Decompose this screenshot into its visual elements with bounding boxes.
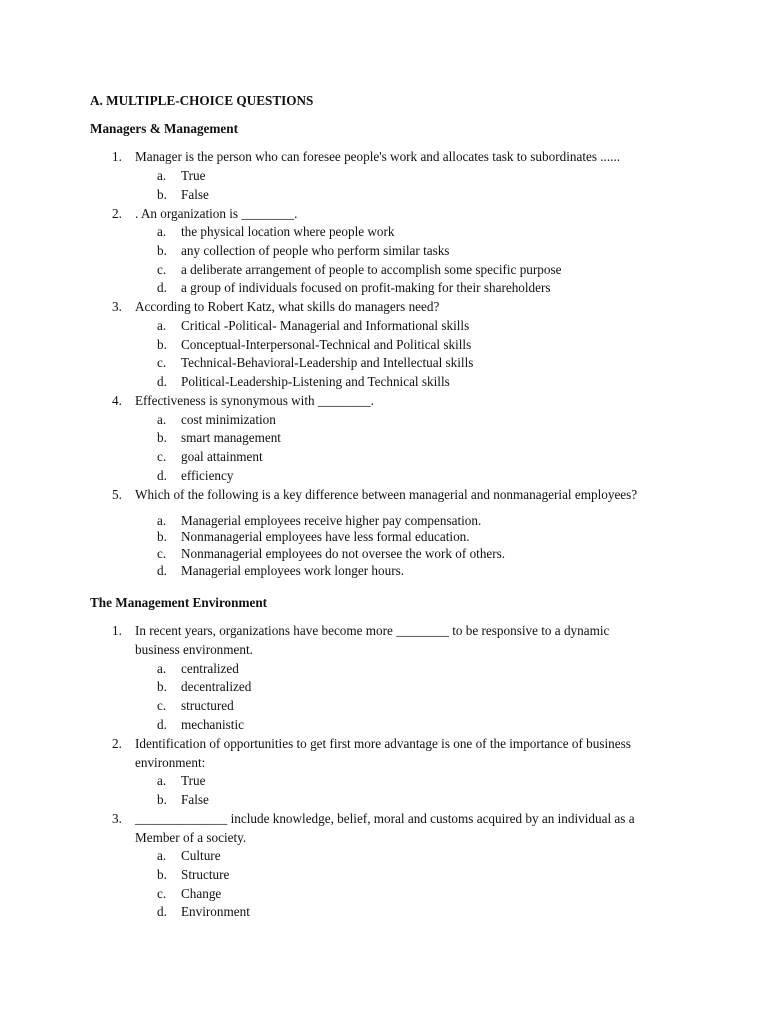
question-text: ______________ include knowledge, belief, moral and customs acquired by an individual as a: [135, 811, 635, 826]
option-text: Technical-Behavioral-Leadership and Intellectual skills: [181, 355, 474, 370]
option-text: the physical location where people work: [181, 224, 395, 239]
option-letter: d.: [157, 563, 167, 578]
option-letter: a.: [157, 661, 167, 676]
option-letter: a.: [157, 412, 167, 427]
option-letter: b.: [157, 867, 167, 882]
option-letter: b.: [157, 337, 167, 352]
option-letter: c.: [157, 546, 167, 561]
option-text: Conceptual-Interpersonal-Technical and Political skills: [181, 337, 472, 352]
question-text: . An organization is ________.: [135, 206, 298, 221]
question-number: 3.: [112, 811, 122, 826]
option-letter: a.: [157, 773, 167, 788]
option-text: Critical -Political- Managerial and Informational skills: [181, 318, 470, 333]
question-text-continued: environment:: [135, 755, 206, 770]
option-letter: b.: [157, 529, 167, 544]
option-letter: b.: [157, 792, 167, 807]
question-text: According to Robert Katz, what skills do managers need?: [135, 299, 440, 314]
option-text: smart management: [181, 430, 281, 445]
option-text: True: [181, 168, 206, 183]
option-letter: d.: [157, 374, 167, 389]
option-letter: a.: [157, 513, 167, 528]
question-text-continued: business environment.: [135, 642, 253, 657]
option-text: Structure: [181, 867, 230, 882]
question-text: Which of the following is a key difference between managerial and nonmanagerial employees?: [135, 487, 638, 502]
option-letter: c.: [157, 698, 167, 713]
option-letter: a.: [157, 168, 167, 183]
option-text: False: [181, 187, 209, 202]
option-text: centralized: [181, 661, 239, 676]
option-letter: b.: [157, 187, 167, 202]
question-number: 3.: [112, 299, 122, 314]
option-letter: c.: [157, 886, 167, 901]
option-letter: b.: [157, 243, 167, 258]
option-text: decentralized: [181, 679, 252, 694]
option-letter: a.: [157, 318, 167, 333]
option-text: a deliberate arrangement of people to accomplish some specific purpose: [181, 262, 562, 277]
option-text: structured: [181, 698, 234, 713]
option-text: Environment: [181, 904, 250, 919]
option-text: Change: [181, 886, 222, 901]
option-letter: d.: [157, 280, 167, 295]
option-text: False: [181, 792, 209, 807]
question-number: 4.: [112, 393, 122, 408]
option-text: cost minimization: [181, 412, 276, 427]
question-text: Identification of opportunities to get first more advantage is one of the importance of business: [135, 736, 631, 751]
subsection-title-environment: The Management Environment: [90, 595, 268, 610]
option-text: Managerial employees work longer hours.: [181, 563, 405, 578]
option-letter: b.: [157, 679, 167, 694]
question-number: 5.: [112, 487, 122, 502]
subsection-title-managers: Managers & Management: [90, 121, 238, 136]
option-text: mechanistic: [181, 717, 244, 732]
question-text-continued: Member of a society.: [135, 830, 247, 845]
option-letter: a.: [157, 224, 167, 239]
option-text: True: [181, 773, 206, 788]
option-letter: a.: [157, 848, 167, 863]
option-letter: c.: [157, 449, 167, 464]
option-text: any collection of people who perform similar tasks: [181, 243, 450, 258]
option-text: Nonmanagerial employees have less formal education.: [181, 529, 470, 544]
option-text: Political-Leadership-Listening and Technical skills: [181, 374, 450, 389]
option-text: Culture: [181, 848, 221, 863]
option-letter: d.: [157, 717, 167, 732]
option-text: goal attainment: [181, 449, 263, 464]
question-number: 1.: [112, 149, 122, 164]
question-text: Effectiveness is synonymous with ________.: [135, 393, 374, 408]
option-text: a group of individuals focused on profit-making for their shareholders: [181, 280, 551, 295]
option-letter: d.: [157, 904, 167, 919]
question-number: 1.: [112, 623, 122, 638]
option-letter: d.: [157, 468, 167, 483]
option-letter: b.: [157, 430, 167, 445]
section-title: A. MULTIPLE-CHOICE QUESTIONS: [90, 93, 314, 108]
question-text: In recent years, organizations have become more ________ to be responsive to a dynamic: [135, 623, 610, 638]
option-text: efficiency: [181, 468, 234, 483]
question-number: 2.: [112, 736, 122, 751]
option-letter: c.: [157, 355, 167, 370]
option-text: Managerial employees receive higher pay compensation.: [181, 513, 482, 528]
option-text: Nonmanagerial employees do not oversee the work of others.: [181, 546, 506, 561]
option-letter: c.: [157, 262, 167, 277]
question-text: Manager is the person who can foresee people's work and allocates task to subordinates ......: [135, 149, 621, 164]
question-number: 2.: [112, 206, 122, 221]
